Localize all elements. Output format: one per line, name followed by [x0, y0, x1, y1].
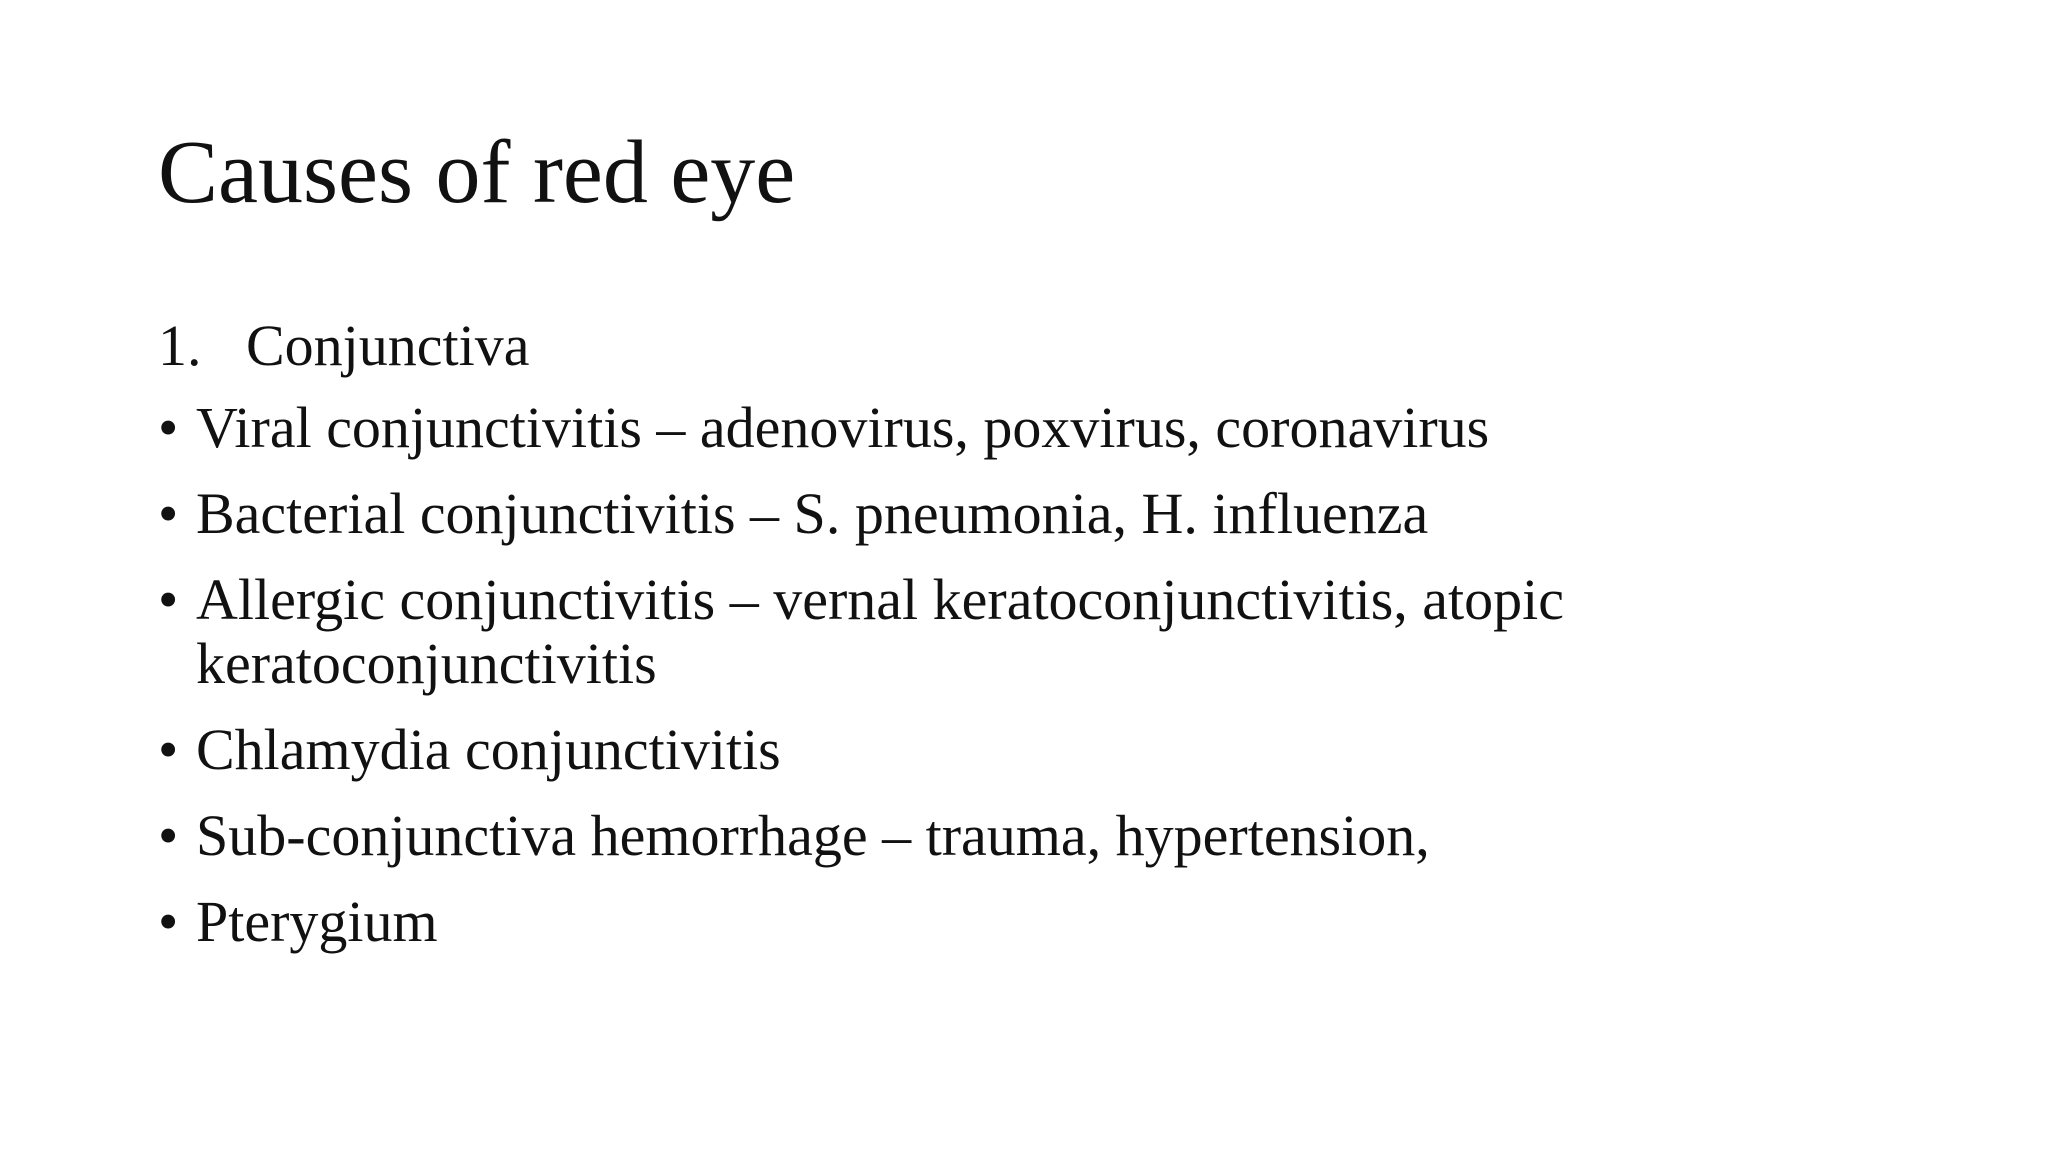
bullet-item	[158, 890, 1878, 954]
bullet-icon: •	[158, 889, 179, 954]
bullet-item	[158, 482, 1878, 546]
bullet-item	[158, 718, 1878, 782]
bullet-icon: •	[158, 803, 179, 868]
bullet-icon: •	[158, 567, 179, 632]
bullet-text: Pterygium	[196, 889, 438, 954]
bullet-text: Allergic conjunctivitis – vernal keratoconjunctivitis, atopic keratoconjunctivitis	[196, 567, 1565, 696]
list-item-label: Conjunctiva	[246, 313, 530, 378]
bullet-icon: •	[158, 395, 179, 460]
bullet-text: Bacterial conjunctivitis – S. pneumonia, H. influenza	[196, 481, 1429, 546]
slide-content-list	[158, 310, 1878, 976]
bullet-text: Sub-conjunctiva hemorrhage – trauma, hypertension,	[196, 803, 1430, 868]
bullet-item	[158, 804, 1878, 868]
list-number: 1.	[158, 313, 202, 378]
numbered-item-conjunctiva	[158, 310, 1878, 382]
slide-title: Causes of red eye	[158, 123, 796, 222]
bullet-text: Viral conjunctivitis – adenovirus, poxvirus, coronavirus	[196, 395, 1490, 460]
bullet-item	[158, 396, 1878, 460]
bullet-text: Chlamydia conjunctivitis	[196, 717, 781, 782]
bullet-item	[158, 568, 1878, 696]
bullet-icon: •	[158, 481, 179, 546]
bullet-icon: •	[158, 717, 179, 782]
